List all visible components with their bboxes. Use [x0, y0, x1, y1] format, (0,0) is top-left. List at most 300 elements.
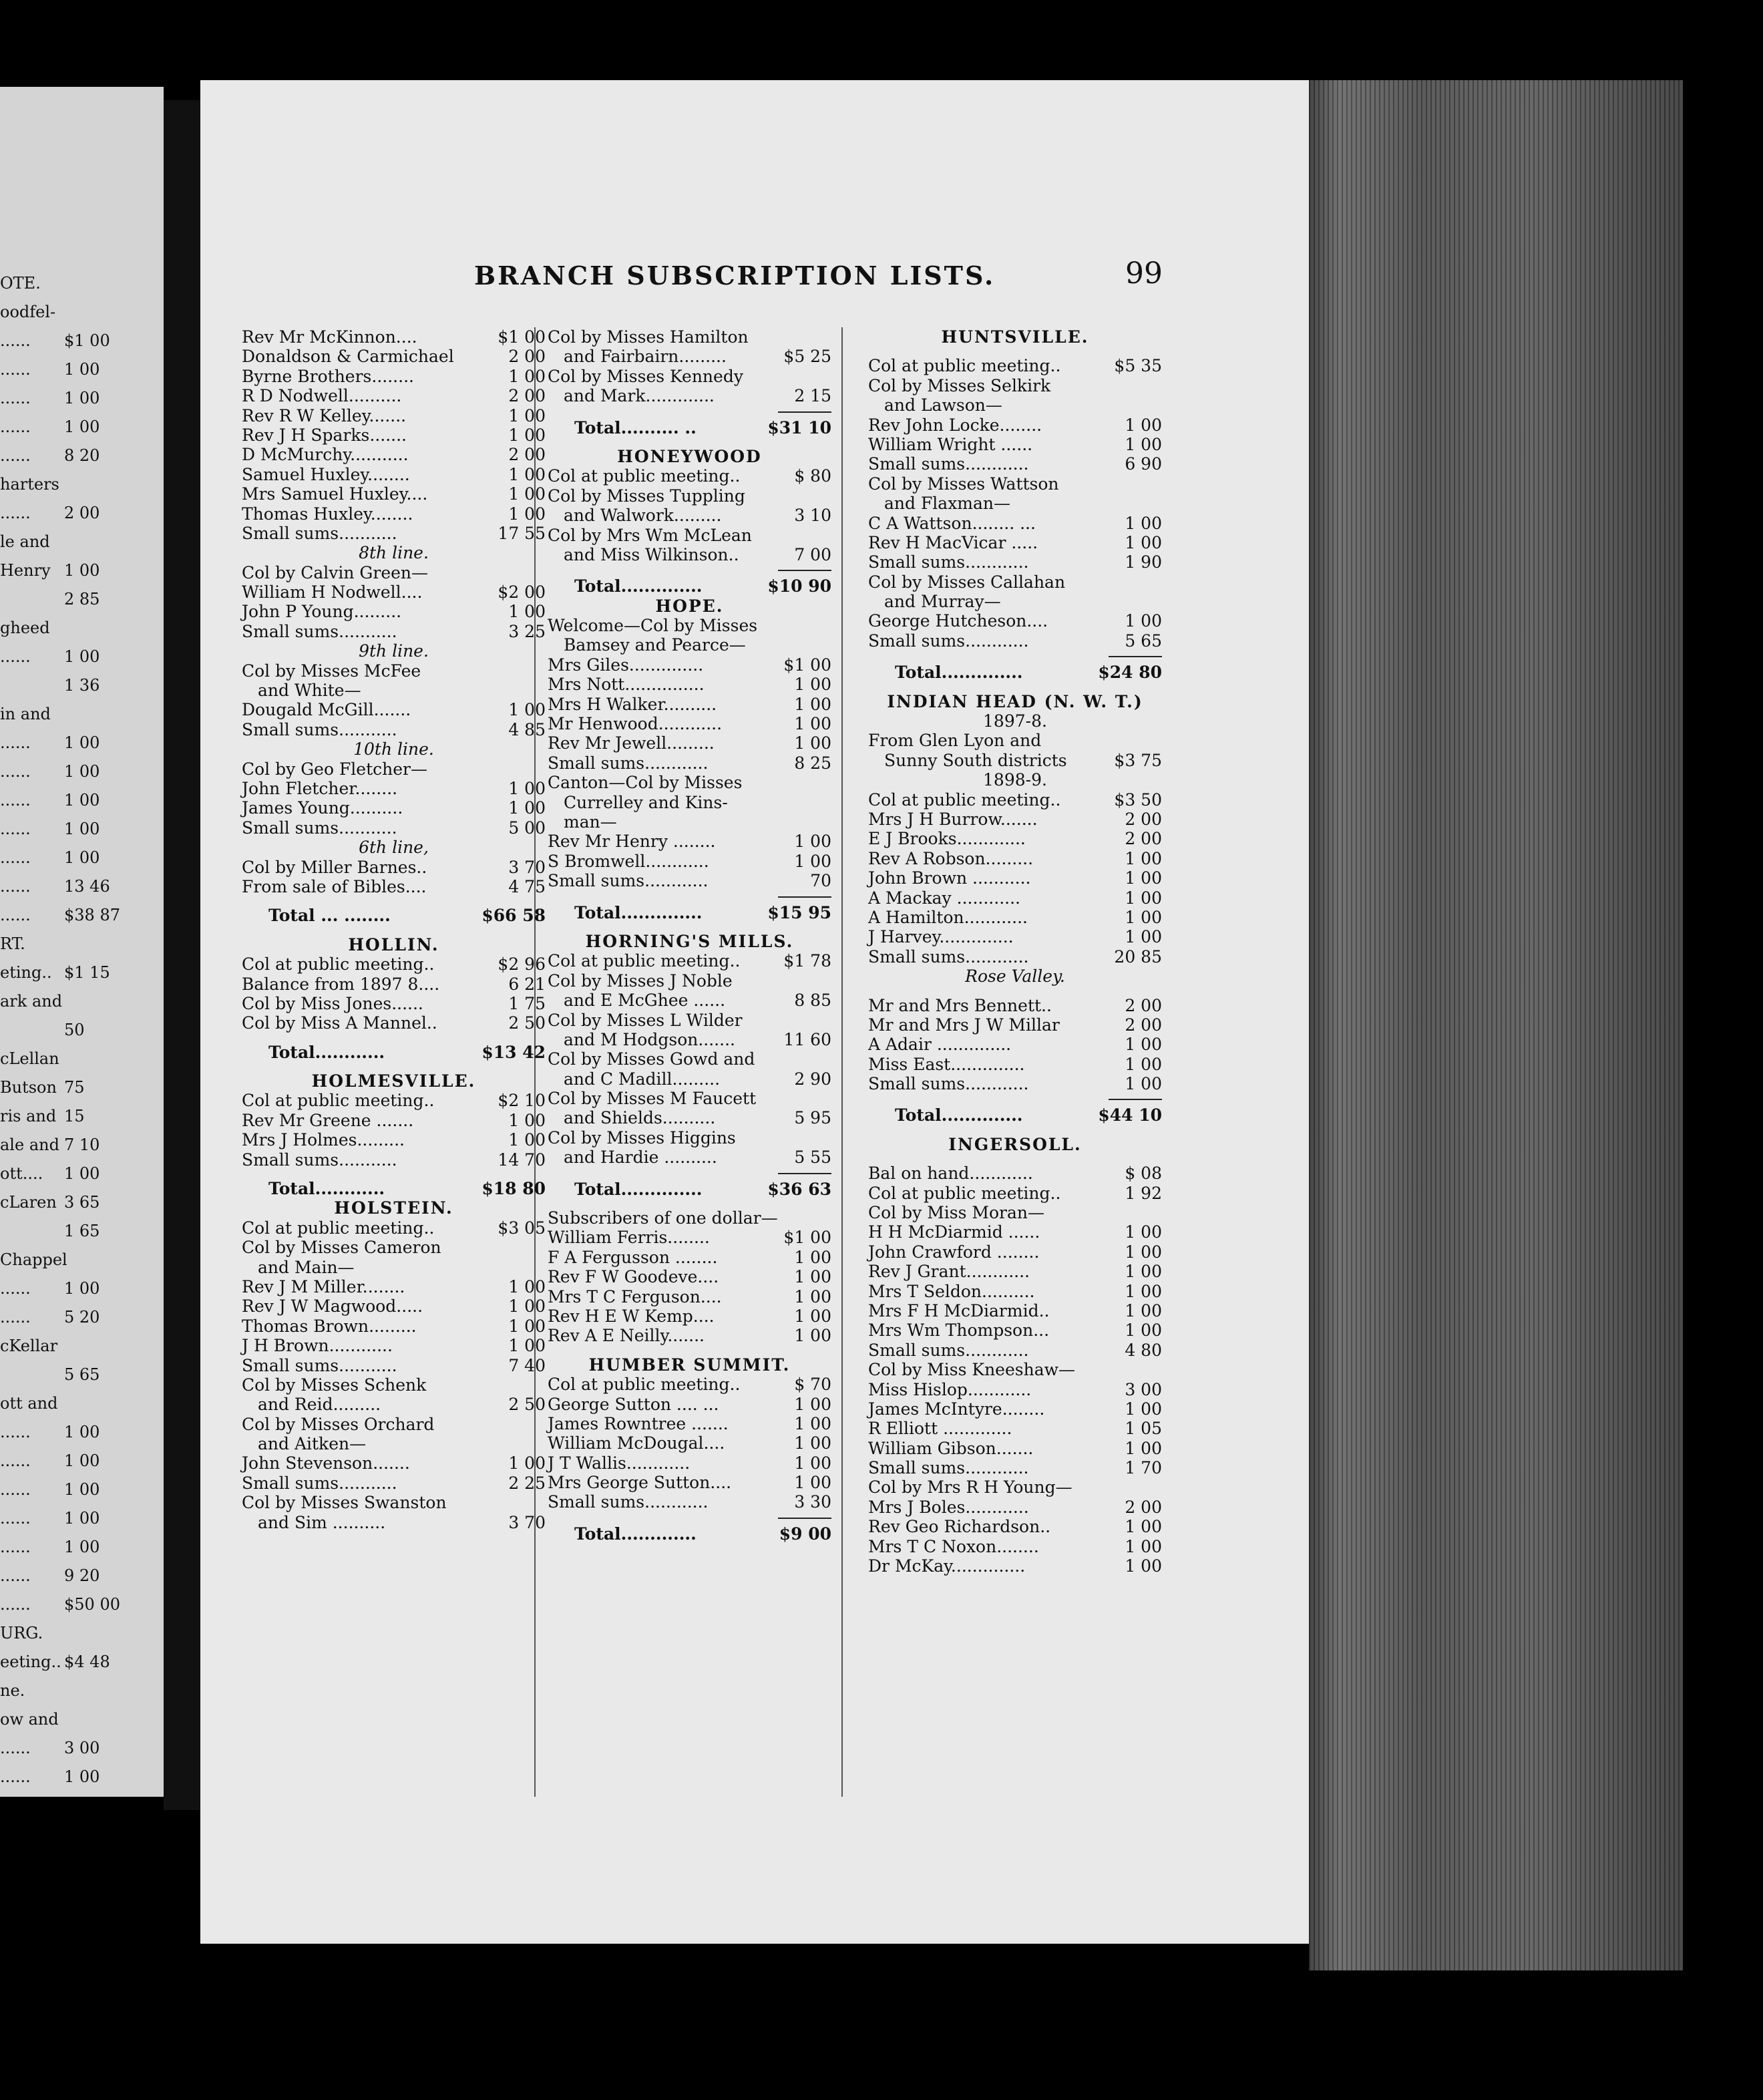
- entry-row: [242, 1375, 546, 1395]
- fragment-line: [0, 1538, 164, 1556]
- entry-name: John Stevenson.......: [242, 1453, 410, 1473]
- spacer: [548, 437, 831, 447]
- fragment-line: [0, 446, 164, 465]
- entry-continuation: [548, 386, 831, 405]
- entry-amount: 1 92: [1125, 1183, 1162, 1203]
- entry-amount: $9 00: [779, 1524, 831, 1544]
- entry-amount: 1 00: [794, 733, 831, 753]
- entry-amount: 1 00: [1125, 1536, 1162, 1556]
- fragment-text: Henry: [0, 561, 51, 580]
- entry-row: [242, 1091, 546, 1110]
- fragment-text: OTE.: [0, 274, 41, 293]
- fragment-amount: $50 00: [64, 1595, 120, 1614]
- entry-name: From Glen Lyon and: [868, 731, 1042, 751]
- entry-row: [868, 829, 1162, 848]
- entry-row: [868, 1439, 1162, 1458]
- entry-amount: 1 00: [1125, 415, 1162, 435]
- fragment-amount: 1 00: [64, 417, 100, 436]
- fragment-text: Chappel: [0, 1250, 67, 1269]
- entry-row: [242, 367, 546, 386]
- entry-amount: 1 00: [508, 700, 546, 720]
- entry-row: [548, 1395, 831, 1414]
- entry-row: [242, 622, 546, 641]
- spacer: [548, 1346, 831, 1355]
- fragment-amount: 3 00: [64, 1739, 100, 1757]
- entry-name: Rev Geo Richardson..: [868, 1517, 1051, 1537]
- fragment-line: [0, 1164, 164, 1183]
- fragment-amount: 8 20: [64, 446, 100, 465]
- spacer: [242, 896, 546, 906]
- entry-row: [242, 779, 546, 798]
- fragment-amount: $1 00: [64, 331, 110, 350]
- entry-row: [868, 1184, 1162, 1203]
- fragment-text: Butson: [0, 1078, 57, 1097]
- entry-row: [868, 868, 1162, 888]
- entry-row: [242, 994, 546, 1013]
- fragment-line: [0, 504, 164, 522]
- entry-row: [868, 415, 1162, 435]
- entry-row: [242, 661, 546, 681]
- fragment-text: ......: [0, 1595, 31, 1614]
- entry-amount: 1 75: [508, 993, 546, 1013]
- fragment-line: [0, 1451, 164, 1470]
- page-title: BRANCH SUBSCRIPTION LISTS.: [474, 260, 996, 291]
- fragment-amount: 1 00: [64, 389, 100, 407]
- entry-name: Col by Mrs Wm McLean: [548, 525, 752, 545]
- fragment-amount: 1 00: [64, 1767, 100, 1786]
- entry-name: HORNING'S MILLS.: [585, 931, 794, 951]
- entry-name: Col at public meeting..: [548, 1375, 741, 1395]
- entry-name: man—: [564, 812, 617, 832]
- entry-amount: 7 40: [508, 1355, 546, 1375]
- entry-name: Col at public meeting..: [548, 951, 741, 971]
- entry-row: [242, 1317, 546, 1336]
- entry-continuation: [868, 395, 1162, 415]
- entry-row: [242, 1356, 546, 1375]
- section-heading: [548, 1355, 831, 1375]
- entry-row: [548, 1453, 831, 1473]
- entry-amount: $44 10: [1098, 1105, 1162, 1125]
- entry-row: [242, 877, 546, 896]
- total-row: [548, 1524, 831, 1544]
- fragment-amount: 13 46: [64, 877, 110, 896]
- entry-name: Mrs J H Burrow.......: [868, 809, 1038, 829]
- entry-row: [242, 1218, 546, 1238]
- fragment-text: ......: [0, 1423, 31, 1441]
- spacer: [548, 922, 831, 932]
- entry-row: [242, 954, 546, 974]
- entry-amount: 3 25: [508, 621, 546, 641]
- entry-amount: 2 00: [508, 386, 546, 406]
- entry-name: Rev Mr Greene .......: [242, 1110, 414, 1130]
- entry-amount: 70: [810, 871, 831, 891]
- fragment-line: [0, 647, 164, 666]
- entry-name: Small sums...........: [242, 621, 397, 641]
- fragment-text: ......: [0, 906, 31, 924]
- entry-name: C A Wattson........ ...: [868, 513, 1036, 533]
- entry-name: Total..............: [574, 576, 703, 596]
- entry-row: [242, 465, 546, 484]
- entry-continuation: [242, 1513, 546, 1532]
- entry-row: [868, 376, 1162, 395]
- entry-name: Rev John Locke........: [868, 415, 1042, 435]
- fragment-text: ......: [0, 389, 31, 407]
- sum-rule-line: [778, 1518, 831, 1519]
- entry-row: [242, 582, 546, 602]
- entry-name: William McDougal....: [548, 1433, 725, 1453]
- entry-name: Mrs Nott...............: [548, 675, 705, 695]
- fragment-amount: $1 15: [64, 963, 110, 982]
- entry-name: and Miss Wilkinson..: [564, 544, 739, 564]
- entry-row: [548, 1473, 831, 1492]
- entry-name: Total..............: [895, 1105, 1023, 1125]
- entry-name: Total..............: [574, 902, 703, 922]
- fragment-amount: 1 00: [64, 1480, 100, 1499]
- entry-row: [242, 1296, 546, 1316]
- fragment-line: [0, 733, 164, 752]
- fragment-line: [0, 1250, 164, 1269]
- entry-row: [242, 1130, 546, 1150]
- fragment-text: ......: [0, 1451, 31, 1470]
- entry-row: [868, 1360, 1162, 1379]
- fragment-line: [0, 963, 164, 982]
- entry-amount: 1 00: [508, 504, 546, 524]
- entry-name: A Adair ..............: [868, 1035, 1012, 1055]
- entry-amount: 1 00: [508, 1110, 546, 1130]
- entry-name: Small sums...........: [242, 1355, 397, 1375]
- entry-amount: $5 25: [783, 347, 831, 367]
- entry-amount: 1 00: [508, 798, 546, 818]
- entry-amount: 6 90: [1125, 454, 1162, 474]
- entry-name: Rev A Robson.........: [868, 848, 1034, 868]
- entry-name: and Walwork.........: [564, 506, 722, 526]
- book-page: [200, 80, 1309, 1944]
- entry-row: [548, 971, 831, 991]
- entry-name: and Mark.............: [564, 386, 715, 406]
- entry-name: and Fairbairn.........: [564, 347, 727, 367]
- entry-row: [868, 435, 1162, 454]
- page-header: [200, 256, 1309, 294]
- entry-amount: 1 00: [794, 1413, 831, 1433]
- entry-name: Col by Misses Cameron: [242, 1238, 441, 1258]
- entry-name: 9th line.: [359, 641, 429, 661]
- entry-row: [548, 1326, 831, 1345]
- entry-row: [242, 1013, 546, 1033]
- fragment-text: ott....: [0, 1164, 43, 1183]
- entry-amount: $1 78: [783, 951, 831, 971]
- entry-name: Rev J W Magwood.....: [242, 1296, 423, 1317]
- entry-row: [868, 1458, 1162, 1477]
- fragment-line: [0, 475, 164, 494]
- entry-name: Col by Misses M Faucett: [548, 1089, 757, 1109]
- entry-amount: 2 00: [508, 445, 546, 465]
- spacer: [868, 1125, 1162, 1135]
- entry-amount: $3 75: [1114, 750, 1162, 770]
- fragment-amount: 1 65: [64, 1222, 100, 1240]
- entry-amount: 4 85: [508, 719, 546, 739]
- fragment-line: [0, 532, 164, 551]
- entry-amount: 1 00: [1125, 1399, 1162, 1419]
- entry-name: Col by Misses McFee: [242, 661, 421, 681]
- fragment-text: ......: [0, 762, 31, 781]
- entry-row: [548, 655, 831, 675]
- fragment-line: [0, 1394, 164, 1413]
- entry-continuation: [548, 812, 831, 832]
- entry-name: S Bromwell............: [548, 851, 709, 871]
- entry-amount: 5 65: [1125, 631, 1162, 651]
- entry-name: Total............: [268, 1179, 385, 1199]
- year-label: [868, 770, 1162, 790]
- entry-row: [868, 1203, 1162, 1222]
- section-heading: [548, 447, 831, 466]
- fragment-line: [0, 820, 164, 838]
- spacer: [242, 1062, 546, 1071]
- spacer: [868, 683, 1162, 692]
- fragment-line: [0, 1595, 164, 1614]
- fragment-text: cLellan: [0, 1049, 59, 1068]
- entry-name: and Main—: [258, 1257, 355, 1277]
- fragment-line: [0, 1308, 164, 1327]
- entry-row: [868, 454, 1162, 474]
- entry-amount: 5 55: [794, 1148, 831, 1168]
- fragment-line: [0, 906, 164, 924]
- entry-row: [868, 888, 1162, 908]
- entry-name: Small sums............: [868, 552, 1029, 572]
- entry-amount: 1 00: [508, 405, 546, 425]
- entry-name: Bal on hand............: [868, 1164, 1033, 1184]
- entry-name: Col by Misses Kennedy: [548, 366, 743, 386]
- entry-name: John P Young.........: [242, 602, 402, 622]
- entry-continuation: [548, 1069, 831, 1089]
- entry-amount: 1 00: [794, 1326, 831, 1346]
- fragment-text: RT.: [0, 934, 25, 953]
- spacer: [868, 1154, 1162, 1164]
- fragment-amount: $38 87: [64, 906, 120, 924]
- fragment-text: in and: [0, 705, 51, 723]
- entry-amount: 1 00: [794, 1247, 831, 1267]
- sum-rule-line: [1109, 656, 1162, 657]
- sum-rule: [868, 651, 1162, 663]
- entry-amount: 1 00: [1125, 888, 1162, 908]
- entry-row: [868, 1477, 1162, 1497]
- entry-name: George Hutcheson....: [868, 611, 1048, 631]
- entry-amount: 3 70: [508, 1512, 546, 1532]
- fragment-amount: 3 65: [64, 1193, 100, 1212]
- sum-rule-line: [778, 1173, 831, 1174]
- total-row: [242, 1043, 546, 1062]
- entry-amount: 2 50: [508, 1013, 546, 1033]
- fragment-amount: 1 00: [64, 1164, 100, 1183]
- fragment-amount: $4 48: [64, 1652, 110, 1671]
- fragment-line: [0, 848, 164, 867]
- entry-amount: 1 00: [794, 675, 831, 695]
- fragment-text: ......: [0, 1509, 31, 1528]
- subsection-label: [868, 967, 1162, 986]
- entry-amount: 2 00: [508, 347, 546, 367]
- section-heading: [242, 1198, 546, 1218]
- entry-continuation: [548, 991, 831, 1010]
- entry-amount: $15 95: [767, 902, 831, 922]
- entry-name: Welcome—Col by Misses: [548, 616, 758, 636]
- fragment-amount: 1 00: [64, 762, 100, 781]
- entry-name: INGERSOLL.: [948, 1134, 1082, 1154]
- entry-name: Col by Misses Schenk: [242, 1375, 427, 1395]
- column-1: [242, 327, 546, 1532]
- fragment-text: ......: [0, 820, 31, 838]
- entry-row: [548, 1089, 831, 1108]
- entry-row: [548, 852, 831, 871]
- fragment-line: [0, 762, 164, 781]
- entry-name: and Shields..........: [564, 1108, 716, 1128]
- spacer: [868, 347, 1162, 356]
- entry-name: Miss Hislop............: [868, 1379, 1032, 1399]
- entry-name: INDIAN HEAD (N. W. T.): [887, 691, 1143, 711]
- entry-row: [548, 714, 831, 733]
- entry-amount: 1 00: [508, 1276, 546, 1296]
- entry-name: HOPE.: [655, 596, 724, 616]
- fragment-text: ......: [0, 1308, 31, 1327]
- entry-name: Rev J M Miller........: [242, 1276, 405, 1296]
- entry-amount: $3 05: [498, 1218, 546, 1238]
- entry-name: D McMurchy...........: [242, 445, 409, 465]
- entry-row: [868, 1556, 1162, 1576]
- entry-name: William Wright ......: [868, 434, 1033, 454]
- entry-name: Rev J Grant............: [868, 1262, 1030, 1282]
- entry-name: William Ferris........: [548, 1228, 710, 1248]
- fragment-amount: 1 00: [64, 1509, 100, 1528]
- entry-row: [868, 1282, 1162, 1301]
- section-heading: [242, 935, 546, 954]
- entry-row: [868, 1074, 1162, 1093]
- entry-amount: 8 25: [794, 753, 831, 773]
- entry-amount: 1 00: [1125, 1556, 1162, 1576]
- entry-name: Col by Misses Higgins: [548, 1127, 736, 1148]
- entry-row: [242, 818, 546, 838]
- entry-name: Col at public meeting..: [548, 466, 741, 486]
- fragment-text: ott and: [0, 1394, 58, 1413]
- entry-name: Rev Mr Jewell.........: [548, 733, 715, 753]
- entry-name: F A Fergusson ........: [548, 1247, 718, 1267]
- entry-name: Col at public meeting..: [868, 356, 1061, 376]
- entry-name: Small sums............: [868, 946, 1029, 967]
- entry-amount: 11 60: [783, 1029, 831, 1049]
- entry-row: [868, 790, 1162, 810]
- fragment-amount: 15: [64, 1107, 85, 1125]
- fragment-line: [0, 389, 164, 407]
- entry-name: Mrs Wm Thompson...: [868, 1321, 1050, 1341]
- fragment-line: [0, 992, 164, 1011]
- entry-amount: 1 00: [794, 1453, 831, 1473]
- entry-row: [868, 1517, 1162, 1536]
- fragment-amount: 1 36: [64, 676, 100, 695]
- entry-amount: 1 00: [1125, 1262, 1162, 1282]
- entry-amount: 1 00: [794, 1473, 831, 1493]
- entry-name: and White—: [258, 681, 361, 701]
- entry-name: Small sums...........: [242, 1473, 397, 1493]
- entry-name: Byrne Brothers........: [242, 366, 414, 386]
- spacer: [242, 926, 546, 935]
- entry-row: [868, 356, 1162, 375]
- entry-name: Mrs F H McDiarmid..: [868, 1300, 1050, 1321]
- entry-name: John Fletcher........: [242, 778, 398, 798]
- entry-name: Rev F W Goodeve....: [548, 1267, 719, 1287]
- entry-name: Small sums............: [868, 1458, 1029, 1478]
- entry-row: [868, 1035, 1162, 1054]
- entry-row: [548, 675, 831, 694]
- entry-amount: 20 85: [1114, 946, 1162, 967]
- entry-name: Col by Misses Callahan: [868, 572, 1066, 592]
- fragment-amount: 5 20: [64, 1308, 100, 1327]
- entry-row: [868, 1419, 1162, 1438]
- entry-name: Thomas Huxley........: [242, 504, 413, 524]
- entry-name: Rev A E Neilly.......: [548, 1326, 705, 1346]
- page-number: 99: [1125, 256, 1163, 291]
- entry-name: Mr and Mrs Bennett..: [868, 995, 1052, 1015]
- entry-amount: 1 05: [1125, 1419, 1162, 1439]
- entry-name: and Reid.........: [258, 1395, 381, 1415]
- entry-row: [868, 731, 1162, 750]
- entry-amount: 1 00: [794, 714, 831, 734]
- entry-row: [242, 484, 546, 504]
- entry-amount: 1 00: [794, 1433, 831, 1453]
- entry-name: Mrs H Walker..........: [548, 694, 717, 714]
- entry-name: Balance from 1897 8....: [242, 974, 440, 994]
- entry-row: [242, 445, 546, 464]
- entry-amount: 3 70: [508, 857, 546, 877]
- entry-name: E J Brooks.............: [868, 829, 1026, 849]
- fragment-amount: 1 00: [64, 561, 100, 580]
- fragment-text: cLaren: [0, 1193, 57, 1212]
- entry-amount: $31 10: [767, 417, 831, 437]
- entry-name: Col by Miss Kneeshaw—: [868, 1360, 1075, 1380]
- entry-row: [868, 996, 1162, 1015]
- entry-row: [242, 858, 546, 877]
- fragment-line: [0, 1710, 164, 1729]
- column-divider: [841, 327, 843, 1797]
- entry-name: R D Nodwell..........: [242, 386, 402, 406]
- entry-amount: 2 00: [1125, 995, 1162, 1015]
- entry-name: Mrs J Boles............: [868, 1497, 1029, 1517]
- entry-amount: 7 00: [794, 544, 831, 564]
- entry-name: Total..............: [574, 1179, 703, 1199]
- entry-row: [868, 1537, 1162, 1556]
- entry-name: Currelley and Kins-: [564, 792, 728, 812]
- entry-amount: 1 00: [508, 1316, 546, 1336]
- entry-amount: $ 70: [794, 1375, 831, 1395]
- section-heading: [868, 692, 1162, 711]
- entry-name: Col by Misses Orchard: [242, 1414, 435, 1434]
- entry-name: 6th line,: [359, 838, 429, 858]
- total-row: [548, 1180, 831, 1199]
- entry-amount: 1 00: [794, 1286, 831, 1306]
- entry-row: [242, 1493, 546, 1512]
- entry-name: Small sums............: [868, 631, 1029, 651]
- entry-row: [548, 526, 831, 545]
- sum-rule-line: [1109, 1099, 1162, 1100]
- entry-amount: $2 96: [498, 954, 546, 975]
- entry-amount: 4 80: [1125, 1340, 1162, 1360]
- entry-amount: 1 00: [508, 1130, 546, 1150]
- entry-name: 10th line.: [353, 739, 434, 759]
- fragment-text: ark and: [0, 992, 63, 1011]
- entry-amount: 8 85: [794, 991, 831, 1011]
- entry-name: Total............: [268, 1042, 385, 1062]
- fragment-text: cKellar: [0, 1337, 58, 1355]
- entry-row: [868, 552, 1162, 572]
- entry-name: Col at public meeting..: [242, 954, 435, 975]
- entry-amount: 1 00: [508, 425, 546, 445]
- entry-name: Col at public meeting..: [242, 1091, 435, 1111]
